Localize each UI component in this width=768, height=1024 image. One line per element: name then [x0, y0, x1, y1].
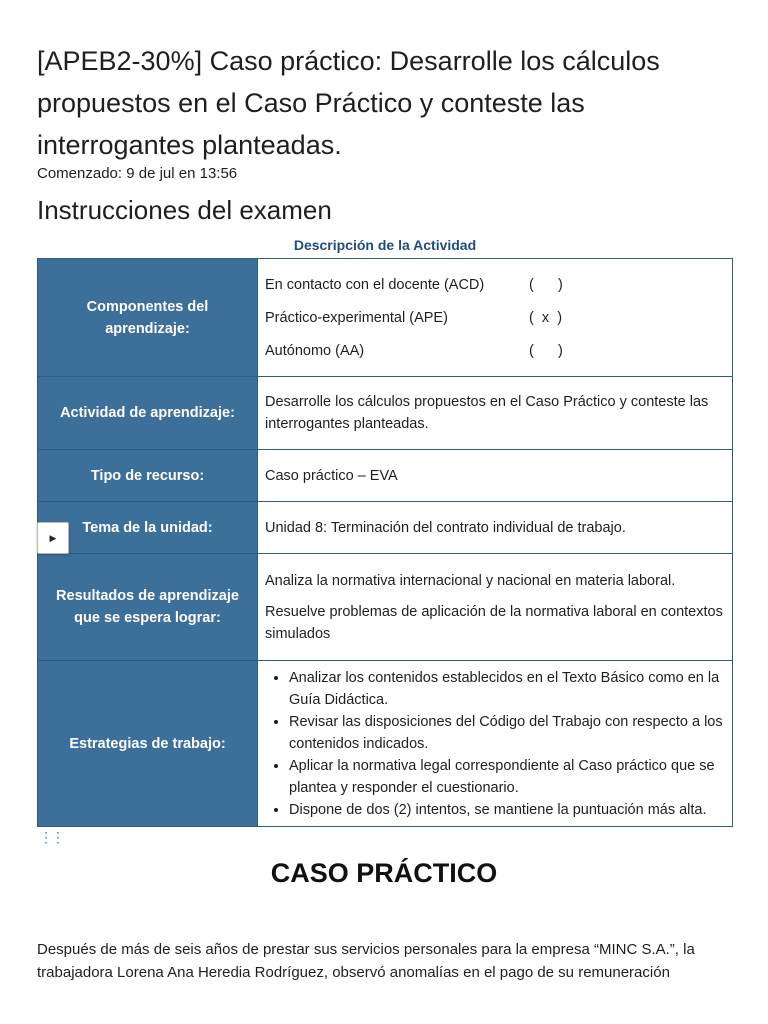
resource-type-value: Caso práctico – EVA [258, 450, 733, 502]
component-option-aa [265, 334, 726, 367]
strategies-value [258, 661, 733, 827]
results-value [258, 554, 733, 661]
resource-type-label: Tipo de recurso: [38, 450, 258, 502]
table-row-results [38, 554, 733, 661]
play-triangle-icon: ▶ [49, 532, 57, 543]
list-item: • Analizar los contenidos establecidos en el Texto Básico como en la Guía Didáctica. [289, 667, 726, 711]
components-label: Componentes del aprendizaje: [38, 259, 258, 377]
unit-topic-value: Unidad 8: Terminación del contrato individual de trabajo. [258, 502, 733, 554]
component-option-text: Práctico-experimental (APE) [265, 309, 448, 326]
table-row-strategies [38, 661, 733, 827]
component-option-text: En contacto con el docente (ACD) [265, 276, 485, 293]
case-title: CASO PRÁCTICO [270, 858, 498, 888]
strategies-list [265, 667, 726, 821]
instructions-heading: Instrucciones del examen [37, 195, 332, 225]
table-row-activity [38, 377, 733, 450]
result-item: Resuelve problemas de aplicación de la normativa laboral en contextos simulados [265, 603, 723, 642]
started-timestamp: Comenzado: 9 de jul en 13:56 [37, 165, 238, 182]
quiz-title: [APEB2-30%] Caso práctico: Desarrolle los cálculos propuestos en el Caso Práctico y conteste las interrogantes planteadas. [37, 46, 660, 160]
play-button[interactable] [37, 522, 69, 554]
component-option-mark: ( x ) [529, 309, 563, 326]
list-item: • Dispone de dos (2) intentos, se mantiene la puntuación más alta. [289, 799, 726, 821]
table-row-components [38, 259, 733, 377]
strategies-label: Estrategias de trabajo: [38, 661, 258, 827]
component-option-mark: ( ) [529, 342, 563, 359]
activity-description-table [37, 258, 733, 827]
activity-table-caption: Descripción de la Actividad [293, 237, 477, 253]
component-option-mark: ( ) [529, 276, 563, 293]
case-body-text: Después de más de seis años de prestar sus servicios personales para la empresa “MINC S.A.”, la trabajadora Lorena Ana Heredia Rodríguez, observó anomalías en el pago de su remuneración [37, 941, 695, 981]
drag-handle-icon[interactable]: ⋮⋮ [39, 829, 63, 845]
component-option-ape [265, 301, 726, 334]
results-label: Resultados de aprendizaje que se espera lograr: [38, 554, 258, 661]
list-item: • Revisar las disposiciones del Código del Trabajo con respecto a los contenidos indicados. [289, 711, 726, 755]
activity-value: Desarrolle los cálculos propuestos en el Caso Práctico y conteste las interrogantes planteadas. [258, 377, 733, 450]
result-item: Analiza la normativa internacional y nacional en materia laboral. [265, 572, 676, 589]
components-value [258, 259, 733, 377]
component-option-text: Autónomo (AA) [265, 342, 365, 359]
component-option-acd [265, 268, 726, 301]
activity-label: Actividad de aprendizaje: [38, 377, 258, 450]
table-row-unit-topic [38, 502, 733, 554]
list-item: • Aplicar la normativa legal correspondiente al Caso práctico que se plantea y responder el cuestionario. [289, 755, 726, 799]
unit-topic-label: Tema de la unidad: [38, 502, 258, 554]
table-row-resource-type [38, 450, 733, 502]
